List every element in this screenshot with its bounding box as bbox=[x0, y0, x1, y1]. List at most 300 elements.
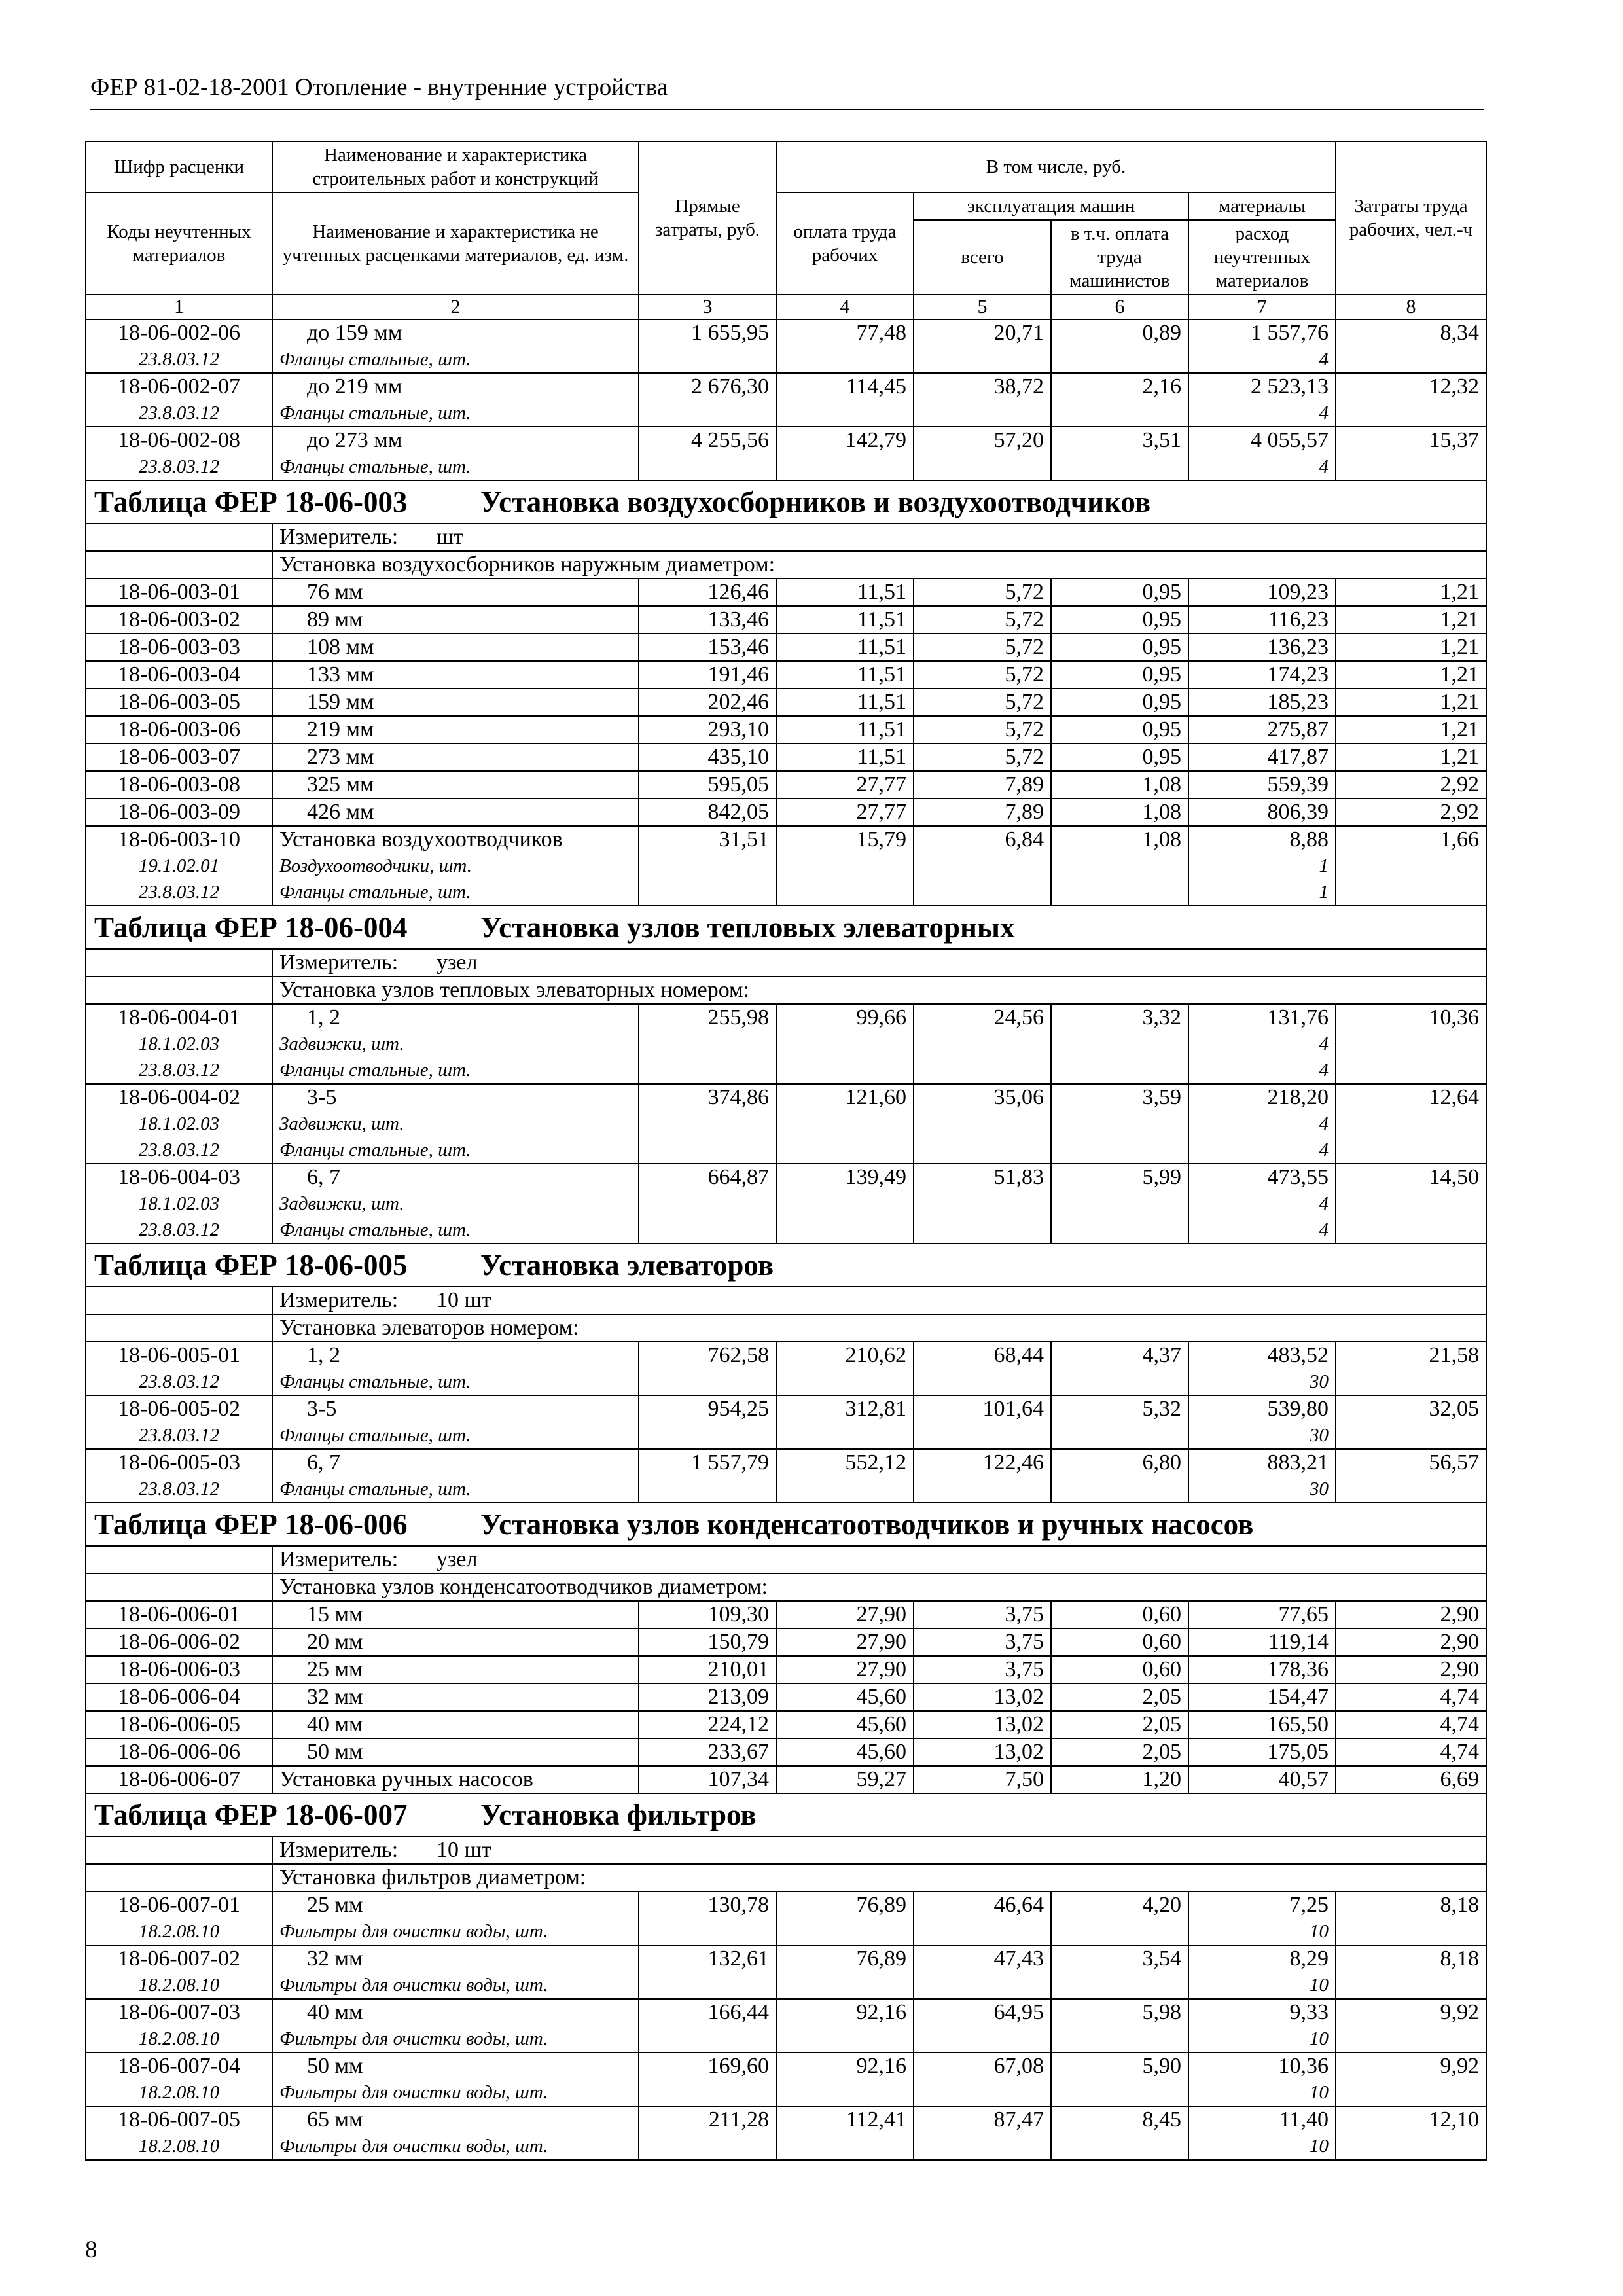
machines-labor-pay: 1,08 bbox=[1051, 771, 1188, 798]
materials-cost: 9,33 bbox=[1188, 1999, 1336, 2026]
table-row bbox=[86, 1711, 1486, 1738]
measure-label: Измеритель: bbox=[279, 1288, 399, 1312]
labor-hours: 9,92 bbox=[1336, 2053, 1486, 2079]
labor-hours: 1,21 bbox=[1336, 661, 1486, 689]
measure-unit: узел bbox=[437, 950, 478, 975]
labor-pay: 45,60 bbox=[776, 1738, 914, 1766]
machines-labor-pay: 2,05 bbox=[1051, 1738, 1188, 1766]
table-row bbox=[86, 798, 1486, 826]
direct-cost: 293,10 bbox=[639, 716, 776, 744]
rate-name: 133 мм bbox=[272, 661, 639, 689]
machines-labor-pay: 6,80 bbox=[1051, 1449, 1188, 1476]
group-note-row bbox=[86, 977, 1486, 1004]
labor-hours: 32,05 bbox=[1336, 1395, 1486, 1422]
material-code: 23.8.03.12 bbox=[86, 400, 272, 427]
labor-pay: 27,77 bbox=[776, 771, 914, 798]
rate-code: 18-06-003-06 bbox=[86, 716, 272, 744]
column-number: 7 bbox=[1188, 295, 1336, 319]
group-note: Установка фильтров диаметром: bbox=[272, 1864, 1486, 1892]
rate-code: 18-06-005-03 bbox=[86, 1449, 272, 1476]
material-name: Фланцы стальные, шт. bbox=[272, 1057, 639, 1084]
table-title: Установка узлов тепловых элеваторных bbox=[480, 911, 1015, 944]
labor-hours: 8,18 bbox=[1336, 1945, 1486, 1972]
table-row bbox=[86, 1892, 1486, 1918]
machines-total: 46,64 bbox=[914, 1892, 1051, 1918]
material-row bbox=[86, 1369, 1486, 1395]
rate-name: 159 мм bbox=[272, 689, 639, 716]
rate-code: 18-06-003-07 bbox=[86, 744, 272, 771]
page-number: 8 bbox=[85, 2236, 98, 2263]
direct-cost: 2 676,30 bbox=[639, 373, 776, 400]
materials-cost: 883,21 bbox=[1188, 1449, 1336, 1476]
rate-name: 6, 7 bbox=[272, 1164, 639, 1191]
material-name: Фланцы стальные, шт. bbox=[272, 346, 639, 373]
rate-name: до 273 мм bbox=[272, 427, 639, 454]
machines-labor-pay: 0,95 bbox=[1051, 716, 1188, 744]
table-row bbox=[86, 1601, 1486, 1628]
machines-labor-pay: 2,05 bbox=[1051, 1711, 1188, 1738]
labor-hours: 56,57 bbox=[1336, 1449, 1486, 1476]
rate-code: 18-06-006-04 bbox=[86, 1683, 272, 1711]
labor-pay: 11,51 bbox=[776, 606, 914, 634]
materials-cost: 483,52 bbox=[1188, 1342, 1336, 1369]
rate-name: 50 мм bbox=[272, 2053, 639, 2079]
rate-code: 18-06-003-04 bbox=[86, 661, 272, 689]
labor-hours: 1,21 bbox=[1336, 744, 1486, 771]
measure-row bbox=[86, 949, 1486, 977]
material-name: Задвижки, шт. bbox=[272, 1191, 639, 1217]
material-code: 18.2.08.10 bbox=[86, 2079, 272, 2106]
header-code-top: Шифр расценки bbox=[86, 141, 272, 192]
material-row bbox=[86, 2079, 1486, 2106]
labor-hours: 4,74 bbox=[1336, 1738, 1486, 1766]
group-note-row bbox=[86, 551, 1486, 579]
material-qty: 4 bbox=[1188, 454, 1336, 480]
machines-labor-pay: 0,60 bbox=[1051, 1601, 1188, 1628]
machines-total: 24,56 bbox=[914, 1004, 1051, 1031]
labor-hours: 21,58 bbox=[1336, 1342, 1486, 1369]
column-number: 3 bbox=[639, 295, 776, 319]
rate-name: 426 мм bbox=[272, 798, 639, 826]
table-title: Установка элеваторов bbox=[480, 1249, 774, 1282]
machines-labor-pay: 0,95 bbox=[1051, 606, 1188, 634]
rate-name: 273 мм bbox=[272, 744, 639, 771]
labor-pay: 121,60 bbox=[776, 1084, 914, 1111]
rate-name: 6, 7 bbox=[272, 1449, 639, 1476]
material-row bbox=[86, 1191, 1486, 1217]
labor-pay: 552,12 bbox=[776, 1449, 914, 1476]
direct-cost: 107,34 bbox=[639, 1766, 776, 1793]
materials-cost: 806,39 bbox=[1188, 798, 1336, 826]
labor-pay: 76,89 bbox=[776, 1945, 914, 1972]
table-row bbox=[86, 1945, 1486, 1972]
rate-code: 18-06-002-08 bbox=[86, 427, 272, 454]
labor-hours: 12,64 bbox=[1336, 1084, 1486, 1111]
materials-cost: 559,39 bbox=[1188, 771, 1336, 798]
material-qty: 10 bbox=[1188, 2026, 1336, 2053]
table-row bbox=[86, 1004, 1486, 1031]
material-row bbox=[86, 879, 1486, 906]
rate-code: 18-06-003-01 bbox=[86, 579, 272, 606]
machines-total: 5,72 bbox=[914, 661, 1051, 689]
labor-hours: 4,74 bbox=[1336, 1683, 1486, 1711]
rate-code: 18-06-006-03 bbox=[86, 1656, 272, 1683]
material-row bbox=[86, 1111, 1486, 1137]
table-row bbox=[86, 661, 1486, 689]
direct-cost: 150,79 bbox=[639, 1628, 776, 1656]
labor-pay: 142,79 bbox=[776, 427, 914, 454]
labor-pay: 27,90 bbox=[776, 1628, 914, 1656]
group-note-row bbox=[86, 1573, 1486, 1601]
materials-cost: 77,65 bbox=[1188, 1601, 1336, 1628]
machines-total: 13,02 bbox=[914, 1711, 1051, 1738]
table-row bbox=[86, 373, 1486, 400]
group-note-row bbox=[86, 1314, 1486, 1342]
table-row bbox=[86, 744, 1486, 771]
machines-labor-pay: 0,95 bbox=[1051, 661, 1188, 689]
direct-cost: 1 557,79 bbox=[639, 1449, 776, 1476]
group-note: Установка элеваторов номером: bbox=[272, 1314, 1486, 1342]
machines-total: 5,72 bbox=[914, 634, 1051, 661]
labor-pay: 11,51 bbox=[776, 579, 914, 606]
rate-name: до 219 мм bbox=[272, 373, 639, 400]
header-direct: Прямые затраты, руб. bbox=[639, 141, 776, 295]
rate-code: 18-06-006-01 bbox=[86, 1601, 272, 1628]
material-qty: 10 bbox=[1188, 1972, 1336, 1999]
rate-name: 40 мм bbox=[272, 1999, 639, 2026]
material-code: 18.1.02.03 bbox=[86, 1111, 272, 1137]
labor-pay: 312,81 bbox=[776, 1395, 914, 1422]
group-note: Установка воздухосборников наружным диаметром: bbox=[272, 551, 1486, 579]
labor-hours: 2,90 bbox=[1336, 1628, 1486, 1656]
materials-cost: 2 523,13 bbox=[1188, 373, 1336, 400]
material-code: 23.8.03.12 bbox=[86, 1217, 272, 1244]
table-row bbox=[86, 427, 1486, 454]
machines-total: 64,95 bbox=[914, 1999, 1051, 2026]
material-qty: 10 bbox=[1188, 2133, 1336, 2160]
machines-labor-pay: 5,99 bbox=[1051, 1164, 1188, 1191]
materials-cost: 1 557,76 bbox=[1188, 319, 1336, 346]
header-labor-pay: оплата труда рабочих bbox=[776, 192, 914, 295]
rate-code: 18-06-007-04 bbox=[86, 2053, 272, 2079]
table-row bbox=[86, 1738, 1486, 1766]
machines-total: 7,50 bbox=[914, 1766, 1051, 1793]
machines-total: 13,02 bbox=[914, 1683, 1051, 1711]
table-title: Установка фильтров bbox=[480, 1799, 757, 1831]
material-row bbox=[86, 454, 1486, 480]
labor-hours: 10,36 bbox=[1336, 1004, 1486, 1031]
header-code-bottom: Коды неучтенных материалов bbox=[86, 192, 272, 295]
table-row bbox=[86, 579, 1486, 606]
measure-unit: узел bbox=[437, 1547, 478, 1571]
measure-row bbox=[86, 1837, 1486, 1864]
material-qty: 30 bbox=[1188, 1476, 1336, 1503]
labor-hours: 4,74 bbox=[1336, 1711, 1486, 1738]
materials-cost: 8,88 bbox=[1188, 826, 1336, 853]
machines-labor-pay: 0,95 bbox=[1051, 689, 1188, 716]
machines-labor-pay: 0,60 bbox=[1051, 1656, 1188, 1683]
labor-pay: 27,90 bbox=[776, 1601, 914, 1628]
material-name: Фильтры для очистки воды, шт. bbox=[272, 1972, 639, 1999]
material-code: 23.8.03.12 bbox=[86, 1476, 272, 1503]
labor-pay: 59,27 bbox=[776, 1766, 914, 1793]
machines-labor-pay: 4,37 bbox=[1051, 1342, 1188, 1369]
direct-cost: 126,46 bbox=[639, 579, 776, 606]
machines-labor-pay: 0,95 bbox=[1051, 634, 1188, 661]
material-code: 18.2.08.10 bbox=[86, 1972, 272, 1999]
measure-row bbox=[86, 524, 1486, 551]
group-note: Установка узлов тепловых элеваторных номером: bbox=[272, 977, 1486, 1004]
labor-hours: 1,21 bbox=[1336, 579, 1486, 606]
rate-name: 108 мм bbox=[272, 634, 639, 661]
machines-total: 101,64 bbox=[914, 1395, 1051, 1422]
labor-hours: 1,21 bbox=[1336, 634, 1486, 661]
materials-cost: 11,40 bbox=[1188, 2106, 1336, 2133]
machines-total: 38,72 bbox=[914, 373, 1051, 400]
labor-hours: 1,21 bbox=[1336, 716, 1486, 744]
labor-hours: 15,37 bbox=[1336, 427, 1486, 454]
rate-name: 25 мм bbox=[272, 1892, 639, 1918]
material-code: 23.8.03.12 bbox=[86, 879, 272, 906]
machines-total: 5,72 bbox=[914, 689, 1051, 716]
material-qty: 1 bbox=[1188, 879, 1336, 906]
column-number: 1 bbox=[86, 295, 272, 319]
rates-table bbox=[85, 141, 1487, 2161]
materials-cost: 175,05 bbox=[1188, 1738, 1336, 1766]
labor-hours: 2,90 bbox=[1336, 1656, 1486, 1683]
direct-cost: 31,51 bbox=[639, 826, 776, 853]
labor-pay: 114,45 bbox=[776, 373, 914, 400]
labor-hours: 2,92 bbox=[1336, 798, 1486, 826]
direct-cost: 1 655,95 bbox=[639, 319, 776, 346]
direct-cost: 595,05 bbox=[639, 771, 776, 798]
material-qty: 4 bbox=[1188, 1191, 1336, 1217]
labor-pay: 92,16 bbox=[776, 1999, 914, 2026]
labor-hours: 9,92 bbox=[1336, 1999, 1486, 2026]
rate-code: 18-06-005-02 bbox=[86, 1395, 272, 1422]
rate-name: 20 мм bbox=[272, 1628, 639, 1656]
machines-labor-pay: 1,20 bbox=[1051, 1766, 1188, 1793]
section-title bbox=[86, 480, 1486, 524]
material-qty: 4 bbox=[1188, 1217, 1336, 1244]
rate-code: 18-06-004-01 bbox=[86, 1004, 272, 1031]
machines-total: 7,89 bbox=[914, 771, 1051, 798]
table-row bbox=[86, 716, 1486, 744]
labor-hours: 2,92 bbox=[1336, 771, 1486, 798]
labor-pay: 11,51 bbox=[776, 744, 914, 771]
table-row bbox=[86, 319, 1486, 346]
machines-total: 5,72 bbox=[914, 716, 1051, 744]
material-name: Фильтры для очистки воды, шт. bbox=[272, 1918, 639, 1945]
labor-hours: 8,34 bbox=[1336, 319, 1486, 346]
labor-pay: 76,89 bbox=[776, 1892, 914, 1918]
rate-code: 18-06-002-06 bbox=[86, 319, 272, 346]
measure-unit: 10 шт bbox=[437, 1838, 491, 1862]
material-name: Фильтры для очистки воды, шт. bbox=[272, 2079, 639, 2106]
machines-labor-pay: 4,20 bbox=[1051, 1892, 1188, 1918]
materials-cost: 131,76 bbox=[1188, 1004, 1336, 1031]
measure-label: Измеритель: bbox=[279, 950, 399, 975]
rate-name: до 159 мм bbox=[272, 319, 639, 346]
rate-code: 18-06-007-02 bbox=[86, 1945, 272, 1972]
material-name: Фланцы стальные, шт. bbox=[272, 879, 639, 906]
machines-total: 68,44 bbox=[914, 1342, 1051, 1369]
machines-labor-pay: 1,08 bbox=[1051, 798, 1188, 826]
table-row bbox=[86, 1766, 1486, 1793]
material-name: Задвижки, шт. bbox=[272, 1031, 639, 1057]
machines-total: 6,84 bbox=[914, 826, 1051, 853]
rate-code: 18-06-007-03 bbox=[86, 1999, 272, 2026]
material-row bbox=[86, 346, 1486, 373]
materials-cost: 165,50 bbox=[1188, 1711, 1336, 1738]
material-code: 23.8.03.12 bbox=[86, 1369, 272, 1395]
material-qty: 4 bbox=[1188, 1057, 1336, 1084]
labor-pay: 45,60 bbox=[776, 1711, 914, 1738]
material-code: 18.1.02.03 bbox=[86, 1191, 272, 1217]
machines-labor-pay: 5,98 bbox=[1051, 1999, 1188, 2026]
rate-name: 325 мм bbox=[272, 771, 639, 798]
materials-cost: 473,55 bbox=[1188, 1164, 1336, 1191]
material-qty: 4 bbox=[1188, 1137, 1336, 1164]
material-name: Фильтры для очистки воды, шт. bbox=[272, 2026, 639, 2053]
material-code: 19.1.02.01 bbox=[86, 853, 272, 879]
materials-cost: 136,23 bbox=[1188, 634, 1336, 661]
measure-unit: 10 шт bbox=[437, 1288, 491, 1312]
table-row bbox=[86, 606, 1486, 634]
measure-unit: шт bbox=[437, 525, 464, 549]
materials-cost: 539,80 bbox=[1188, 1395, 1336, 1422]
direct-cost: 435,10 bbox=[639, 744, 776, 771]
header-including: В том числе, руб. bbox=[776, 141, 1336, 192]
material-row bbox=[86, 1422, 1486, 1449]
material-name: Фланцы стальные, шт. bbox=[272, 1369, 639, 1395]
measure-label: Измеритель: bbox=[279, 525, 399, 549]
material-code: 18.2.08.10 bbox=[86, 1918, 272, 1945]
table-row bbox=[86, 1164, 1486, 1191]
labor-hours: 1,66 bbox=[1336, 826, 1486, 853]
table-row bbox=[86, 826, 1486, 853]
rate-code: 18-06-002-07 bbox=[86, 373, 272, 400]
direct-cost: 130,78 bbox=[639, 1892, 776, 1918]
materials-cost: 116,23 bbox=[1188, 606, 1336, 634]
labor-hours: 6,69 bbox=[1336, 1766, 1486, 1793]
table-row bbox=[86, 1683, 1486, 1711]
machines-total: 35,06 bbox=[914, 1084, 1051, 1111]
section-title bbox=[86, 1793, 1486, 1837]
material-row bbox=[86, 2026, 1486, 2053]
labor-hours: 1,21 bbox=[1336, 606, 1486, 634]
machines-labor-pay: 1,08 bbox=[1051, 826, 1188, 853]
rate-code: 18-06-004-03 bbox=[86, 1164, 272, 1191]
materials-cost: 40,57 bbox=[1188, 1766, 1336, 1793]
table-number: Таблица ФЕР 18-06-004 bbox=[94, 911, 408, 944]
material-row bbox=[86, 1057, 1486, 1084]
materials-cost: 119,14 bbox=[1188, 1628, 1336, 1656]
labor-pay: 11,51 bbox=[776, 689, 914, 716]
labor-hours: 1,21 bbox=[1336, 689, 1486, 716]
materials-cost: 178,36 bbox=[1188, 1656, 1336, 1683]
machines-total: 20,71 bbox=[914, 319, 1051, 346]
direct-cost: 213,09 bbox=[639, 1683, 776, 1711]
labor-pay: 11,51 bbox=[776, 661, 914, 689]
measure-row bbox=[86, 1546, 1486, 1573]
machines-labor-pay: 2,05 bbox=[1051, 1683, 1188, 1711]
direct-cost: 109,30 bbox=[639, 1601, 776, 1628]
machines-labor-pay: 5,90 bbox=[1051, 2053, 1188, 2079]
table-row bbox=[86, 771, 1486, 798]
machines-total: 5,72 bbox=[914, 744, 1051, 771]
section-title bbox=[86, 906, 1486, 949]
rate-name: Установка воздухоотводчиков bbox=[272, 826, 639, 853]
table-number: Таблица ФЕР 18-06-006 bbox=[94, 1508, 408, 1541]
materials-cost: 10,36 bbox=[1188, 2053, 1336, 2079]
section-title bbox=[86, 1244, 1486, 1287]
machines-labor-pay: 3,32 bbox=[1051, 1004, 1188, 1031]
direct-cost: 202,46 bbox=[639, 689, 776, 716]
rate-code: 18-06-003-02 bbox=[86, 606, 272, 634]
direct-cost: 374,86 bbox=[639, 1084, 776, 1111]
materials-cost: 218,20 bbox=[1188, 1084, 1336, 1111]
material-row bbox=[86, 400, 1486, 427]
labor-hours: 2,90 bbox=[1336, 1601, 1486, 1628]
direct-cost: 762,58 bbox=[639, 1342, 776, 1369]
labor-pay: 45,60 bbox=[776, 1683, 914, 1711]
rate-name: 1, 2 bbox=[272, 1004, 639, 1031]
header-labor-cost: Затраты труда рабочих, чел.-ч bbox=[1336, 141, 1486, 295]
rate-name: 1, 2 bbox=[272, 1342, 639, 1369]
material-row bbox=[86, 1972, 1486, 1999]
material-code: 18.2.08.10 bbox=[86, 2133, 272, 2160]
direct-cost: 132,61 bbox=[639, 1945, 776, 1972]
table-row bbox=[86, 1342, 1486, 1369]
materials-cost: 7,25 bbox=[1188, 1892, 1336, 1918]
table-row bbox=[86, 1656, 1486, 1683]
machines-total: 3,75 bbox=[914, 1656, 1051, 1683]
table-title: Установка воздухосборников и воздухоотводчиков bbox=[480, 486, 1151, 518]
direct-cost: 4 255,56 bbox=[639, 427, 776, 454]
section-title bbox=[86, 1503, 1486, 1546]
direct-cost: 166,44 bbox=[639, 1999, 776, 2026]
material-name: Фланцы стальные, шт. bbox=[272, 1217, 639, 1244]
labor-hours: 14,50 bbox=[1336, 1164, 1486, 1191]
materials-cost: 4 055,57 bbox=[1188, 427, 1336, 454]
table-row bbox=[86, 1999, 1486, 2026]
material-code: 18.1.02.03 bbox=[86, 1031, 272, 1057]
materials-cost: 185,23 bbox=[1188, 689, 1336, 716]
material-row bbox=[86, 1476, 1486, 1503]
direct-cost: 210,01 bbox=[639, 1656, 776, 1683]
labor-pay: 99,66 bbox=[776, 1004, 914, 1031]
rate-code: 18-06-004-02 bbox=[86, 1084, 272, 1111]
rate-name: 15 мм bbox=[272, 1601, 639, 1628]
rate-code: 18-06-006-02 bbox=[86, 1628, 272, 1656]
rate-code: 18-06-007-05 bbox=[86, 2106, 272, 2133]
material-qty: 4 bbox=[1188, 346, 1336, 373]
machines-labor-pay: 0,95 bbox=[1051, 744, 1188, 771]
machines-total: 51,83 bbox=[914, 1164, 1051, 1191]
rate-name: 65 мм bbox=[272, 2106, 639, 2133]
group-note: Установка узлов конденсатоотводчиков диаметром: bbox=[272, 1573, 1486, 1601]
direct-cost: 133,46 bbox=[639, 606, 776, 634]
material-code: 23.8.03.12 bbox=[86, 454, 272, 480]
machines-total: 47,43 bbox=[914, 1945, 1051, 1972]
materials-cost: 8,29 bbox=[1188, 1945, 1336, 1972]
materials-cost: 275,87 bbox=[1188, 716, 1336, 744]
direct-cost: 211,28 bbox=[639, 2106, 776, 2133]
rate-name: 50 мм bbox=[272, 1738, 639, 1766]
material-row bbox=[86, 1031, 1486, 1057]
machines-labor-pay: 0,89 bbox=[1051, 319, 1188, 346]
